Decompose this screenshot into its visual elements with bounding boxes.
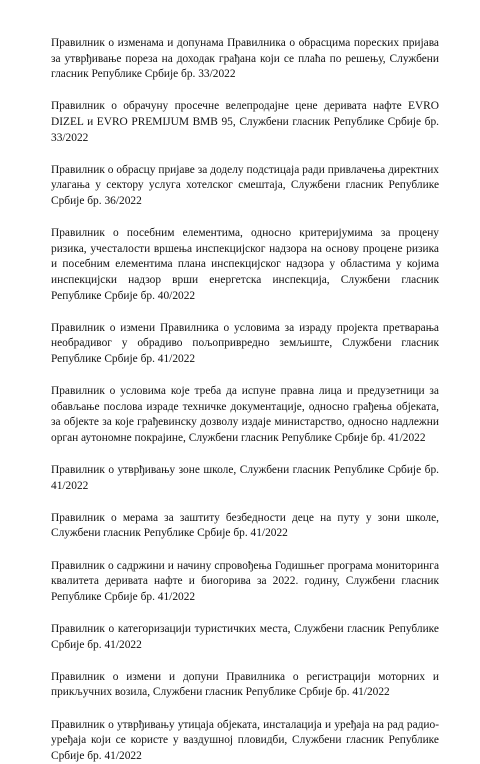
regulation-entry: Правилник о измени Правилника о условима за израду пројекта претварања необрадивог у обрадиво пољопривредно земљиште, Службени гласник Републике Србије бр. 41/2022 bbox=[51, 321, 439, 365]
regulation-entry: Правилник о измени и допуни Правилника о регистрацији моторних и прикључних возила, Службени гласник Републике Србије бр. 41/2022 bbox=[51, 670, 439, 699]
regulation-entry: Правилник о утврђивању зоне школе, Службени гласник Републике Србије бр. 41/2022 bbox=[51, 464, 439, 492]
regulation-entry: Правилник о категоризацији туристичких места, Службени гласник Републике Србије бр. 41/2022 bbox=[51, 622, 439, 651]
regulation-entry: Правилник о обрачуну просечне велепродајне цене деривата нафте EVRO DIZEL и EVRO PREMIJUM BMB 95, Службени гласник Републике Србије бр. 33/2022 bbox=[51, 100, 439, 144]
regulation-entry: Правилник о посебним елементима, односно критеријумима за процену ризика, учесталости вршења инспекцијског надзора на основу процене ризика и посебним елементима плана инспекцијског надзора у областима у којима инспекцијски надзор врши енергетска инспекција, Службени гласник Републике Србије бр. 40/2022 bbox=[51, 227, 439, 302]
regulation-entry: Правилник о утврђивању утицаја објеката, инсталација и уређаја на рад радио-уређаја који се користе у ваздушној пловидби, Службени гласник Републике Србије бр. 41/2022 bbox=[51, 718, 439, 762]
regulation-entry: Правилник о садржини и начину спровођења Годишњег програма мониторинга квалитета деривата нафте и биогорива за 2022. годину, Службени гласник Републике Србије бр. 41/2022 bbox=[51, 559, 439, 603]
regulation-entry: Правилник о изменама и допунама Правилника о обрасцима пореских пријава за утврђивање пореза на доходак грађана који се плаћа по решењу, Службени гласник Републике Србије бр. 33/2022 bbox=[51, 37, 439, 81]
document-page bbox=[51, 36, 439, 764]
regulation-entry: Правилник о условима које треба да испуне правна лица и предузетници за обављање послова израде техничке документације, односно грађења објеката, за објекте за које грађевинску дозволу издаје министарство, односно надлежни орган аутономне покрајине, Службени гласник Републике Србије бр. 41/2022 bbox=[51, 385, 439, 444]
regulation-entry: Правилник о обрасцу пријаве за доделу подстицаја ради привлачења директних улагања у сектору услуга хотелског смештаја, Службени гласник Републике Србије бр. 36/2022 bbox=[51, 163, 439, 207]
regulation-entry: Правилник о мерама за заштиту безбедности деце на путу у зони школе, Службени гласник Републике Србије бр. 41/2022 bbox=[51, 511, 439, 540]
